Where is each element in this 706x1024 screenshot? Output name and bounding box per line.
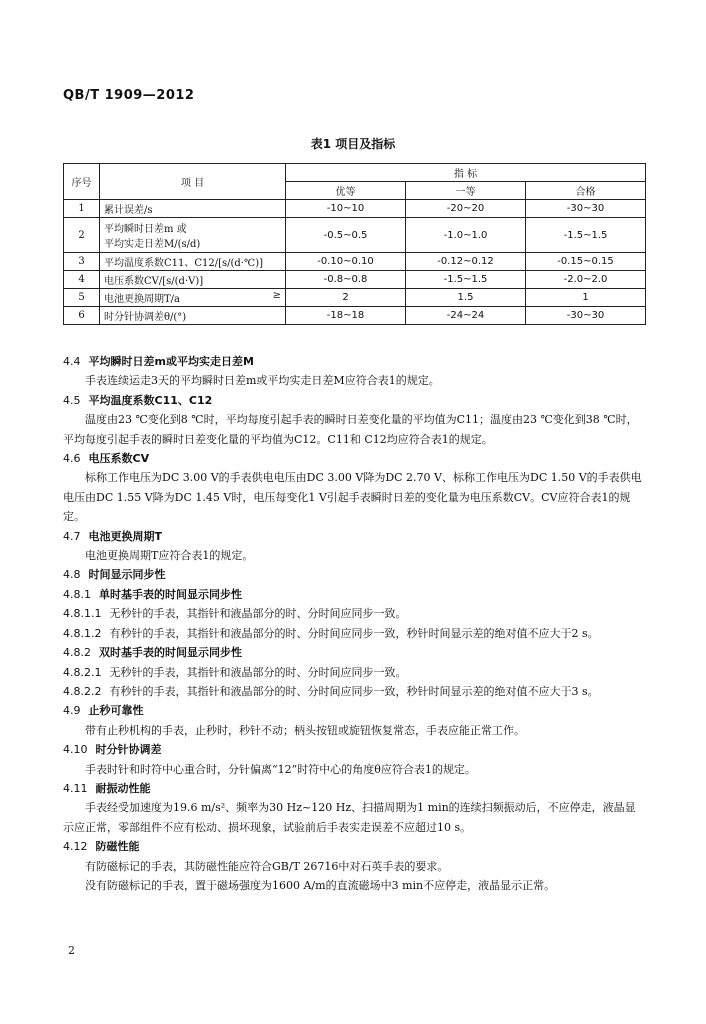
cell-value: -30~30: [526, 200, 646, 218]
document-body: [63, 352, 646, 895]
clause-text: 有秒针的手表，其指针和液晶部分的时、分时间应同步一致，秒针时间显示差的绝对值不应大于3 s。: [109, 684, 599, 698]
section-number: 4.10: [63, 743, 88, 757]
cell-seq: 1: [64, 200, 100, 218]
section-number: 4.7: [63, 529, 81, 543]
section-heading: [63, 585, 646, 604]
section-title: 止秒可靠性: [88, 704, 144, 718]
section-heading: [63, 779, 646, 798]
cell-value: -10~10: [286, 200, 406, 218]
cell-seq: 3: [64, 253, 100, 271]
section-title: 防磁性能: [95, 840, 140, 854]
section-number: 4.8: [63, 568, 81, 582]
section-number: 4.6: [63, 452, 81, 466]
paragraph: 手表经受加速度为19.6 m/s²、频率为30 Hz~120 Hz、扫描周期为1 min的连续扫频振动后，不应停走，液晶显示应正常，零部组件不应有松动、损坏现象，试验前后手表实走误差不应超过10 s。: [63, 801, 636, 834]
section-title: 单时基手表的时间显示同步性: [99, 587, 242, 601]
clause-number: 4.8.1.1: [63, 607, 102, 621]
clause-text: 无秒针的手表，其指针和液晶部分的时、分时间应同步一致。: [109, 607, 407, 621]
section-title: 双时基手表的时间显示同步性: [99, 646, 242, 660]
cell-seq: 2: [64, 218, 100, 253]
cell-value: -18~18: [286, 307, 406, 325]
paragraph: 手表时针和时符中心重合时，分针偏离“12”时符中心的角度θ应符合表1的规定。: [85, 762, 476, 776]
table-row: [64, 289, 646, 307]
section-heading: [63, 643, 646, 662]
gte-symbol: ≥: [272, 290, 281, 301]
numbered-clause: [63, 663, 646, 682]
cell-item: [100, 289, 286, 307]
cell-value: -0.5~0.5: [286, 218, 406, 253]
cell-value: 1: [526, 289, 646, 307]
cell-item: 平均温度系数C11、C12/[s/(d·℃)]: [100, 253, 286, 271]
cell-item: 时分针协调差θ/(°): [100, 307, 286, 325]
section-heading: [63, 352, 646, 371]
cell-value: -20~20: [406, 200, 526, 218]
paragraph: 没有防磁标记的手表，置于磁场强度为1600 A/m的直流磁场中3 min不应停走，液晶显示正常。: [85, 878, 556, 892]
clause-number: 4.8.2.2: [63, 684, 102, 698]
section-number: 4.4: [63, 355, 81, 368]
header-grade-first: 一等: [406, 182, 526, 200]
section-heading: [63, 527, 646, 546]
table-row: [64, 307, 646, 325]
section-number: 4.12: [63, 840, 88, 854]
table-row: [64, 253, 646, 271]
section-title: 时间显示同步性: [88, 568, 166, 582]
paragraph: 手表连续运走3天的平均瞬时日差m或平均实走日差M应符合表1的规定。: [85, 374, 440, 388]
paragraph: 温度由23 ℃变化到8 ℃时，平均每度引起手表的瞬时日差变化量的平均值为C11；温度由23 ℃变化到38 ℃时，平均每度引起手表的瞬时日差变化量的平均值为C12。C11和 C12均应符合表1的规定。: [63, 413, 638, 446]
section-heading: [63, 565, 646, 584]
paragraph: 标称工作电压为DC 3.00 V的手表供电电压由DC 3.00 V降为DC 2.70 V、标称工作电压为DC 1.50 V的手表供电电压由DC 1.55 V降为DC 1.45 V时，电压每变化1 V引起手表瞬时日差的变化量为电压系数CV。CV应符合表1的规定。: [63, 471, 642, 524]
section-heading: [63, 391, 646, 410]
section-title: 电压系数CV: [88, 452, 150, 466]
cell-item: 电压系数CV/[s/(d·V)]: [100, 271, 286, 289]
cell-value: -0.8~0.8: [286, 271, 406, 289]
cell-value: -1.5~1.5: [406, 271, 526, 289]
section-number: 4.9: [63, 704, 81, 718]
paragraph: 带有止秒机构的手表，止秒时，秒针不动；柄头按钮或旋钮恢复常态，手表应能正常工作。: [85, 723, 525, 737]
section-number: 4.8.2: [63, 646, 91, 660]
section-heading: [63, 740, 646, 759]
table-row: [64, 218, 646, 253]
table-caption: 表1 项目及指标: [310, 137, 396, 151]
section-heading: [63, 837, 646, 856]
cell-seq: 6: [64, 307, 100, 325]
cell-value: -0.12~0.12: [406, 253, 526, 271]
cell-value: 1.5: [406, 289, 526, 307]
section-title: 时分针协调差: [95, 743, 162, 757]
section-title: 平均瞬时日差m或平均实走日差M: [88, 355, 254, 368]
cell-seq: 5: [64, 289, 100, 307]
section-title: 电池更换周期T: [88, 529, 163, 543]
cell-item: [100, 218, 286, 253]
clause-number: 4.8.2.1: [63, 665, 102, 679]
paragraph: 有防磁标记的手表，其防磁性能应符合GB/T 26716中对石英手表的要求。: [85, 859, 449, 873]
cell-value: -0.15~0.15: [526, 253, 646, 271]
cell-value: -0.10~0.10: [286, 253, 406, 271]
clause-text: 无秒针的手表，其指针和液晶部分的时、分时间应同步一致。: [109, 665, 407, 679]
numbered-clause: [63, 682, 646, 701]
header-indicator: 指 标: [286, 164, 646, 182]
section-number: 4.5: [63, 393, 81, 407]
standard-code: QB/T 1909—2012: [63, 88, 195, 103]
cell-value: 2: [286, 289, 406, 307]
numbered-clause: [63, 604, 646, 623]
cell-item-line1: 平均瞬时日差m 或: [104, 224, 187, 235]
header-item: 项 目: [100, 164, 286, 200]
section-number: 4.11: [63, 781, 88, 795]
cell-value: -1.0~1.0: [406, 218, 526, 253]
cell-item: 累计误差/s: [100, 200, 286, 218]
section-number: 4.8.1: [63, 587, 91, 601]
cell-seq: 4: [64, 271, 100, 289]
table-row: [64, 271, 646, 289]
clause-number: 4.8.1.2: [63, 626, 102, 640]
header-grade-top: 优等: [286, 182, 406, 200]
section-heading: [63, 449, 646, 468]
indicator-table: [63, 163, 646, 325]
cell-item-line2: 平均实走日差M/(s/d): [104, 239, 201, 250]
page-number: 2: [68, 944, 75, 957]
cell-value: -2.0~2.0: [526, 271, 646, 289]
cell-item-text: 电池更换周期T/a: [104, 294, 181, 305]
header-grade-qualified: 合格: [526, 182, 646, 200]
cell-value: -1.5~1.5: [526, 218, 646, 253]
section-title: 平均温度系数C11、C12: [88, 393, 213, 407]
numbered-clause: [63, 624, 646, 643]
paragraph: 电池更换周期T应符合表1的规定。: [85, 549, 254, 563]
table-row: [64, 200, 646, 218]
header-seq: 序号: [64, 164, 100, 200]
cell-value: -24~24: [406, 307, 526, 325]
cell-value: -30~30: [526, 307, 646, 325]
section-heading: [63, 701, 646, 720]
clause-text: 有秒针的手表，其指针和液晶部分的时、分时间应同步一致，秒针时间显示差的绝对值不应大于2 s。: [109, 626, 599, 640]
section-title: 耐振动性能: [95, 781, 151, 795]
